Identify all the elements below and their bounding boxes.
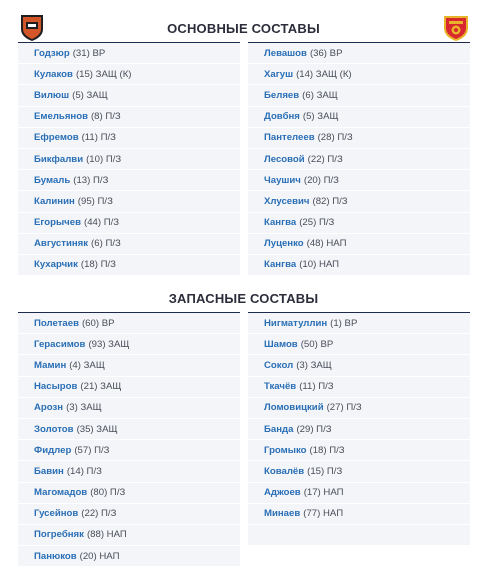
- player-number-position: (10) НАП: [299, 259, 340, 271]
- player-number-position: (20) НАП: [79, 550, 120, 562]
- player-name-link[interactable]: Левашов: [264, 47, 307, 59]
- player-name-link[interactable]: Минаев: [264, 508, 301, 520]
- player-number-position: (21) ЗАЩ: [80, 381, 122, 393]
- player-number-position: (44) П/З: [84, 217, 120, 229]
- player-row: [18, 234, 240, 254]
- player-name-link[interactable]: Гусейнов: [34, 508, 79, 520]
- player-number-position: (28) П/З: [317, 132, 353, 144]
- player-number-position: (3) ЗАЩ: [296, 359, 332, 371]
- player-row: [248, 234, 470, 254]
- player-name-link[interactable]: Кулаков: [34, 68, 73, 80]
- player-number-position: (14) ЗАЩ (К): [296, 68, 352, 80]
- player-name-link[interactable]: Нигматуллин: [264, 317, 328, 329]
- player-row: [18, 213, 240, 233]
- player-row: [18, 191, 240, 211]
- player-number-position: (27) П/З: [326, 402, 362, 414]
- player-name-link[interactable]: Чаушич: [264, 174, 301, 186]
- player-number-position: (93) ЗАЩ: [88, 338, 130, 350]
- player-name-link[interactable]: Августиняк: [34, 238, 89, 250]
- player-row: [18, 355, 240, 375]
- player-row: [18, 504, 240, 524]
- player-name-link[interactable]: Мамин: [34, 359, 67, 371]
- player-number-position: (31) ВР: [72, 47, 106, 59]
- player-number-position: (5) ЗАЩ: [72, 89, 108, 101]
- player-name-link[interactable]: Громыко: [264, 444, 307, 456]
- player-row: [248, 313, 470, 333]
- player-row: [248, 64, 470, 84]
- player-row: [248, 377, 470, 397]
- player-row: [18, 461, 240, 481]
- player-name-link[interactable]: Егорычев: [34, 217, 81, 229]
- player-row: [248, 213, 470, 233]
- player-number-position: (29) П/З: [296, 423, 332, 435]
- player-number-position: (8) П/З: [90, 111, 121, 123]
- player-number-position: (80) П/З: [90, 487, 126, 499]
- player-number-position: (22) П/З: [307, 153, 343, 165]
- player-row: [248, 334, 470, 354]
- player-name-link[interactable]: Фидлер: [34, 444, 72, 456]
- player-name-link[interactable]: Ефремов: [34, 132, 79, 144]
- player-name-link[interactable]: Аджоев: [264, 487, 301, 499]
- empty-row: [248, 525, 470, 545]
- player-name-link[interactable]: Кангва: [264, 259, 297, 271]
- player-name-link[interactable]: Кухарчик: [34, 259, 78, 271]
- player-number-position: (36) ВР: [309, 47, 343, 59]
- player-name-link[interactable]: Арозн: [34, 402, 64, 414]
- player-name-link[interactable]: Ломовицкий: [264, 402, 324, 414]
- player-name-link[interactable]: Бавин: [34, 465, 64, 477]
- player-row: [18, 170, 240, 190]
- player-row: [18, 107, 240, 127]
- player-name-link[interactable]: Калинин: [34, 195, 75, 207]
- player-number-position: (77) НАП: [303, 508, 344, 520]
- player-name-link[interactable]: Погребняк: [34, 529, 84, 541]
- player-number-position: (22) П/З: [81, 508, 117, 520]
- player-row: [18, 419, 240, 439]
- player-name-link[interactable]: Банда: [264, 423, 294, 435]
- player-name-link[interactable]: Шамов: [264, 338, 298, 350]
- away-starting-list: [248, 42, 470, 276]
- player-number-position: (6) П/З: [91, 238, 121, 250]
- player-row: [18, 546, 240, 566]
- player-row: [248, 461, 470, 481]
- player-name-link[interactable]: Кангва: [264, 217, 297, 229]
- player-number-position: (13) П/З: [73, 174, 109, 186]
- player-name-link[interactable]: Беляев: [264, 89, 300, 101]
- player-name-link[interactable]: Хагуш: [264, 68, 294, 80]
- player-number-position: (10) П/З: [86, 153, 122, 165]
- player-name-link[interactable]: Бикфалви: [34, 153, 84, 165]
- player-number-position: (15) П/З: [307, 465, 343, 477]
- player-row: [18, 440, 240, 460]
- player-name-link[interactable]: Герасимов: [34, 338, 86, 350]
- player-number-position: (50) ВР: [300, 338, 334, 350]
- player-number-position: (60) ВР: [81, 317, 115, 329]
- player-name-link[interactable]: Ткачёв: [264, 381, 297, 393]
- player-row: [18, 43, 240, 63]
- player-number-position: (88) НАП: [86, 529, 127, 541]
- player-number-position: (5) ЗАЩ: [302, 111, 339, 123]
- player-number-position: (11) П/З: [299, 381, 334, 393]
- player-row: [18, 483, 240, 503]
- player-name-link[interactable]: Бумаль: [34, 174, 71, 186]
- player-name-link[interactable]: Пантелеев: [264, 132, 315, 144]
- away-subs-list: [248, 312, 470, 546]
- player-name-link[interactable]: Панюков: [34, 550, 77, 562]
- player-row: [248, 255, 470, 275]
- player-row: [248, 504, 470, 524]
- player-number-position: (35) ЗАЩ: [76, 423, 118, 435]
- player-number-position: (15) ЗАЩ (К): [75, 68, 132, 80]
- player-name-link[interactable]: Магомадов: [34, 487, 88, 499]
- player-row: [248, 43, 470, 63]
- player-row: [18, 255, 240, 275]
- player-name-link[interactable]: Довбня: [264, 111, 300, 123]
- player-number-position: (20) П/З: [303, 174, 339, 186]
- player-row: [18, 64, 240, 84]
- player-number-position: (57) П/З: [74, 444, 110, 456]
- player-row: [248, 419, 470, 439]
- player-name-link[interactable]: Сокол: [264, 359, 294, 371]
- substitutes-title: ЗАПАСНЫЕ СОСТАВЫ: [168, 291, 319, 306]
- player-row: [18, 398, 240, 418]
- player-name-link[interactable]: Емельянов: [34, 111, 88, 123]
- player-number-position: (11) П/З: [81, 132, 116, 144]
- player-row: [18, 334, 240, 354]
- player-number-position: (25) П/З: [299, 217, 335, 229]
- home-starting-list: [18, 42, 240, 276]
- player-number-position: (82) П/З: [312, 195, 348, 207]
- player-row: [18, 85, 240, 105]
- player-row: [248, 107, 470, 127]
- player-number-position: (48) НАП: [306, 238, 347, 250]
- home-subs-list: [18, 312, 240, 567]
- player-name-link[interactable]: Вилюш: [34, 89, 70, 101]
- player-row: [18, 525, 240, 545]
- player-row: [18, 377, 240, 397]
- player-name-link[interactable]: Насыров: [34, 381, 78, 393]
- player-row: [248, 85, 470, 105]
- player-row: [248, 398, 470, 418]
- player-name-link[interactable]: Золотов: [34, 423, 74, 435]
- player-number-position: (18) П/З: [309, 444, 345, 456]
- player-number-position: (6) ЗАЩ: [302, 89, 338, 101]
- player-number-position: (95) П/З: [77, 195, 113, 207]
- player-row: [18, 313, 240, 333]
- player-row: [248, 440, 470, 460]
- player-row: [248, 355, 470, 375]
- player-number-position: (14) П/З: [66, 465, 102, 477]
- starting-lineups-title: ОСНОВНЫЕ СОСТАВЫ: [167, 21, 320, 36]
- player-number-position: (18) П/З: [80, 259, 116, 271]
- player-name-link[interactable]: Лесовой: [264, 153, 305, 165]
- player-number-position: (4) ЗАЩ: [69, 359, 105, 371]
- player-row: [248, 149, 470, 169]
- player-row: [18, 149, 240, 169]
- player-name-link[interactable]: Луценко: [264, 238, 304, 250]
- player-row: [248, 170, 470, 190]
- player-name-link[interactable]: Годзюр: [34, 47, 70, 59]
- player-name-link[interactable]: Хлусевич: [264, 195, 310, 207]
- player-row: [248, 483, 470, 503]
- player-row: [248, 128, 470, 148]
- player-number-position: (3) ЗАЩ: [66, 402, 102, 414]
- player-number-position: (1) ВР: [330, 317, 358, 329]
- player-row: [248, 191, 470, 211]
- player-name-link[interactable]: Ковалёв: [264, 465, 305, 477]
- player-row: [18, 128, 240, 148]
- player-name-link[interactable]: Полетаев: [34, 317, 79, 329]
- player-number-position: (17) НАП: [303, 487, 344, 499]
